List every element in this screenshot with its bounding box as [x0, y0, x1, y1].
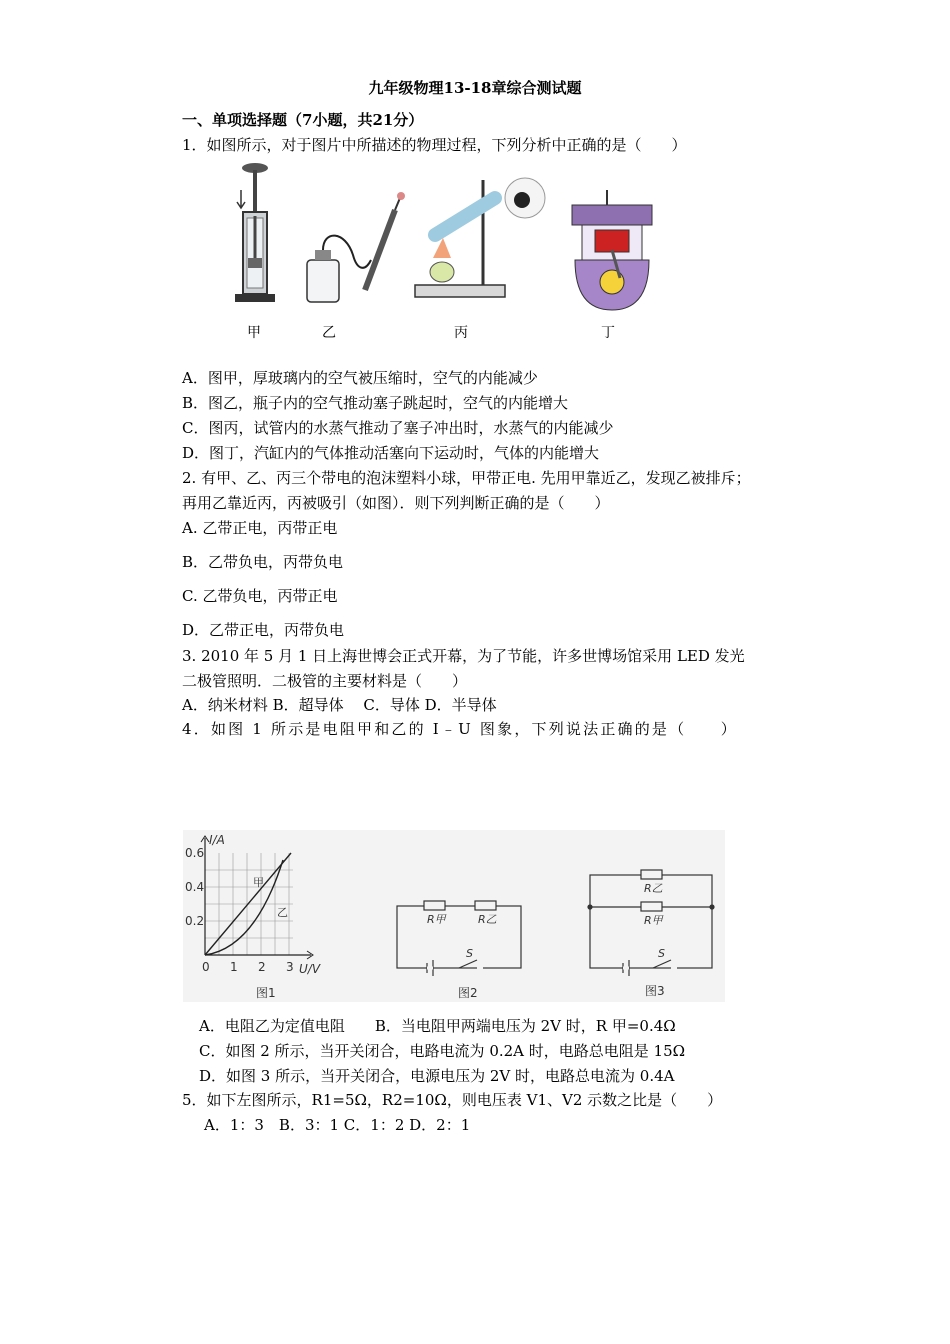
fig-label-1: 图1 [256, 986, 276, 1000]
fig-bing-test-tube [415, 178, 545, 297]
page-title: 九年级物理13-18章综合测试题 [368, 79, 582, 97]
q3-stem-line2: 二极管照明．二极管的主要材料是（ ） [182, 672, 468, 690]
q2-option-c: C. 乙带负电，丙带正电 [182, 587, 338, 605]
q2-option-a: A. 乙带正电，丙带正电 [182, 519, 338, 537]
q4-option-d: D．如图 3 所示，当开关闭合，电源电压为 2V 时，电路总电流为 0.4A [199, 1067, 675, 1085]
ytick-0-2: 0.2 [185, 914, 205, 928]
parallel-r-yi: R乙 [644, 882, 663, 895]
xtick-3: 3 [286, 960, 294, 974]
parallel-switch-label: S [658, 947, 665, 960]
q1-option-a: A．图甲，厚玻璃内的空气被压缩时，空气的内能减少 [182, 369, 538, 387]
q2-option-b: B．乙带负电，丙带负电 [182, 553, 344, 571]
q2-stem-line2: 再用乙靠近丙，丙被吸引（如图）．则下列判断正确的是（ ） [182, 494, 610, 512]
q5-options: A．1：3 B．3：1 C．1：2 D．2：1 [204, 1116, 471, 1134]
xtick-0: 0 [202, 960, 210, 974]
fig-label-jia: 甲 [247, 325, 261, 341]
fig-ding-engine-cylinder [572, 190, 652, 310]
fig-label-3: 图3 [645, 984, 665, 998]
series-r-jia: R甲 [427, 913, 446, 926]
graph-xlabel: U/V [299, 962, 321, 976]
q4-option-c: C．如图 2 所示，当开关闭合，电路电流为 0.2A 时，电路总电阻是 15Ω [199, 1042, 686, 1060]
series-r-yi: R乙 [478, 913, 497, 926]
graph-ylabel: I/A [209, 833, 225, 847]
q2-option-d: D．乙带正电，丙带负电 [182, 621, 345, 639]
xtick-1: 1 [230, 960, 238, 974]
section-heading: 一、单项选择题（7小题，共21分） [182, 111, 424, 129]
q1-figure [225, 160, 665, 320]
fig-label-2: 图2 [458, 986, 478, 1000]
q4-stem: 4．如图 1 所示是电阻甲和乙的 I﹣U 图象，下列说法正确的是（ ） [182, 720, 738, 738]
fig-label-yi: 乙 [322, 325, 336, 341]
ytick-0-4: 0.4 [185, 880, 205, 894]
curve-label-jia: 甲 [253, 876, 264, 889]
curve-label-yi: 乙 [277, 906, 288, 919]
q1-option-b: B．图乙，瓶子内的空气推动塞子跳起时，空气的内能增大 [182, 394, 569, 412]
fig-jia-compression-device [235, 163, 275, 302]
q2-stem-line1: 2. 有甲、乙、丙三个带电的泡沫塑料小球，甲带正电. 先用甲靠近乙，发现乙被排斥； [182, 469, 751, 487]
q3-stem-line1: 3. 2010 年 5 月 1 日上海世博会正式开幕，为了节能，许多世博场馆采用 LED 发光 [182, 647, 745, 665]
q4-option-ab: A．电阻乙为定值电阻 B．当电阻甲两端电压为 2V 时，R 甲=0.4Ω [199, 1017, 676, 1035]
q1-option-d: D．图丁，汽缸内的气体推动活塞向下运动时，气体的内能增大 [182, 444, 600, 462]
q5-stem: 5．如下左图所示，R1=5Ω，R2=10Ω，则电压表 V1、V2 示数之比是（ ） [182, 1091, 723, 1109]
ytick-0-6: 0.6 [185, 846, 205, 860]
fig-label-bing: 丙 [454, 325, 468, 341]
q1-option-c: C．图丙，试管内的水蒸气推动了塞子冲出时，水蒸气的内能减少 [182, 419, 614, 437]
xtick-2: 2 [258, 960, 266, 974]
fig-yi-bottle-pump [307, 192, 405, 302]
q1-stem: 1．如图所示，对于图片中所描述的物理过程，下列分析中正确的是（ ） [182, 136, 687, 154]
series-switch-label: S [466, 947, 473, 960]
fig-label-ding: 丁 [601, 325, 615, 341]
q3-options: A．纳米材料 B．超导体 C．导体 D．半导体 [182, 696, 497, 714]
q4-figure [183, 830, 725, 1002]
parallel-r-jia: R甲 [644, 914, 663, 927]
